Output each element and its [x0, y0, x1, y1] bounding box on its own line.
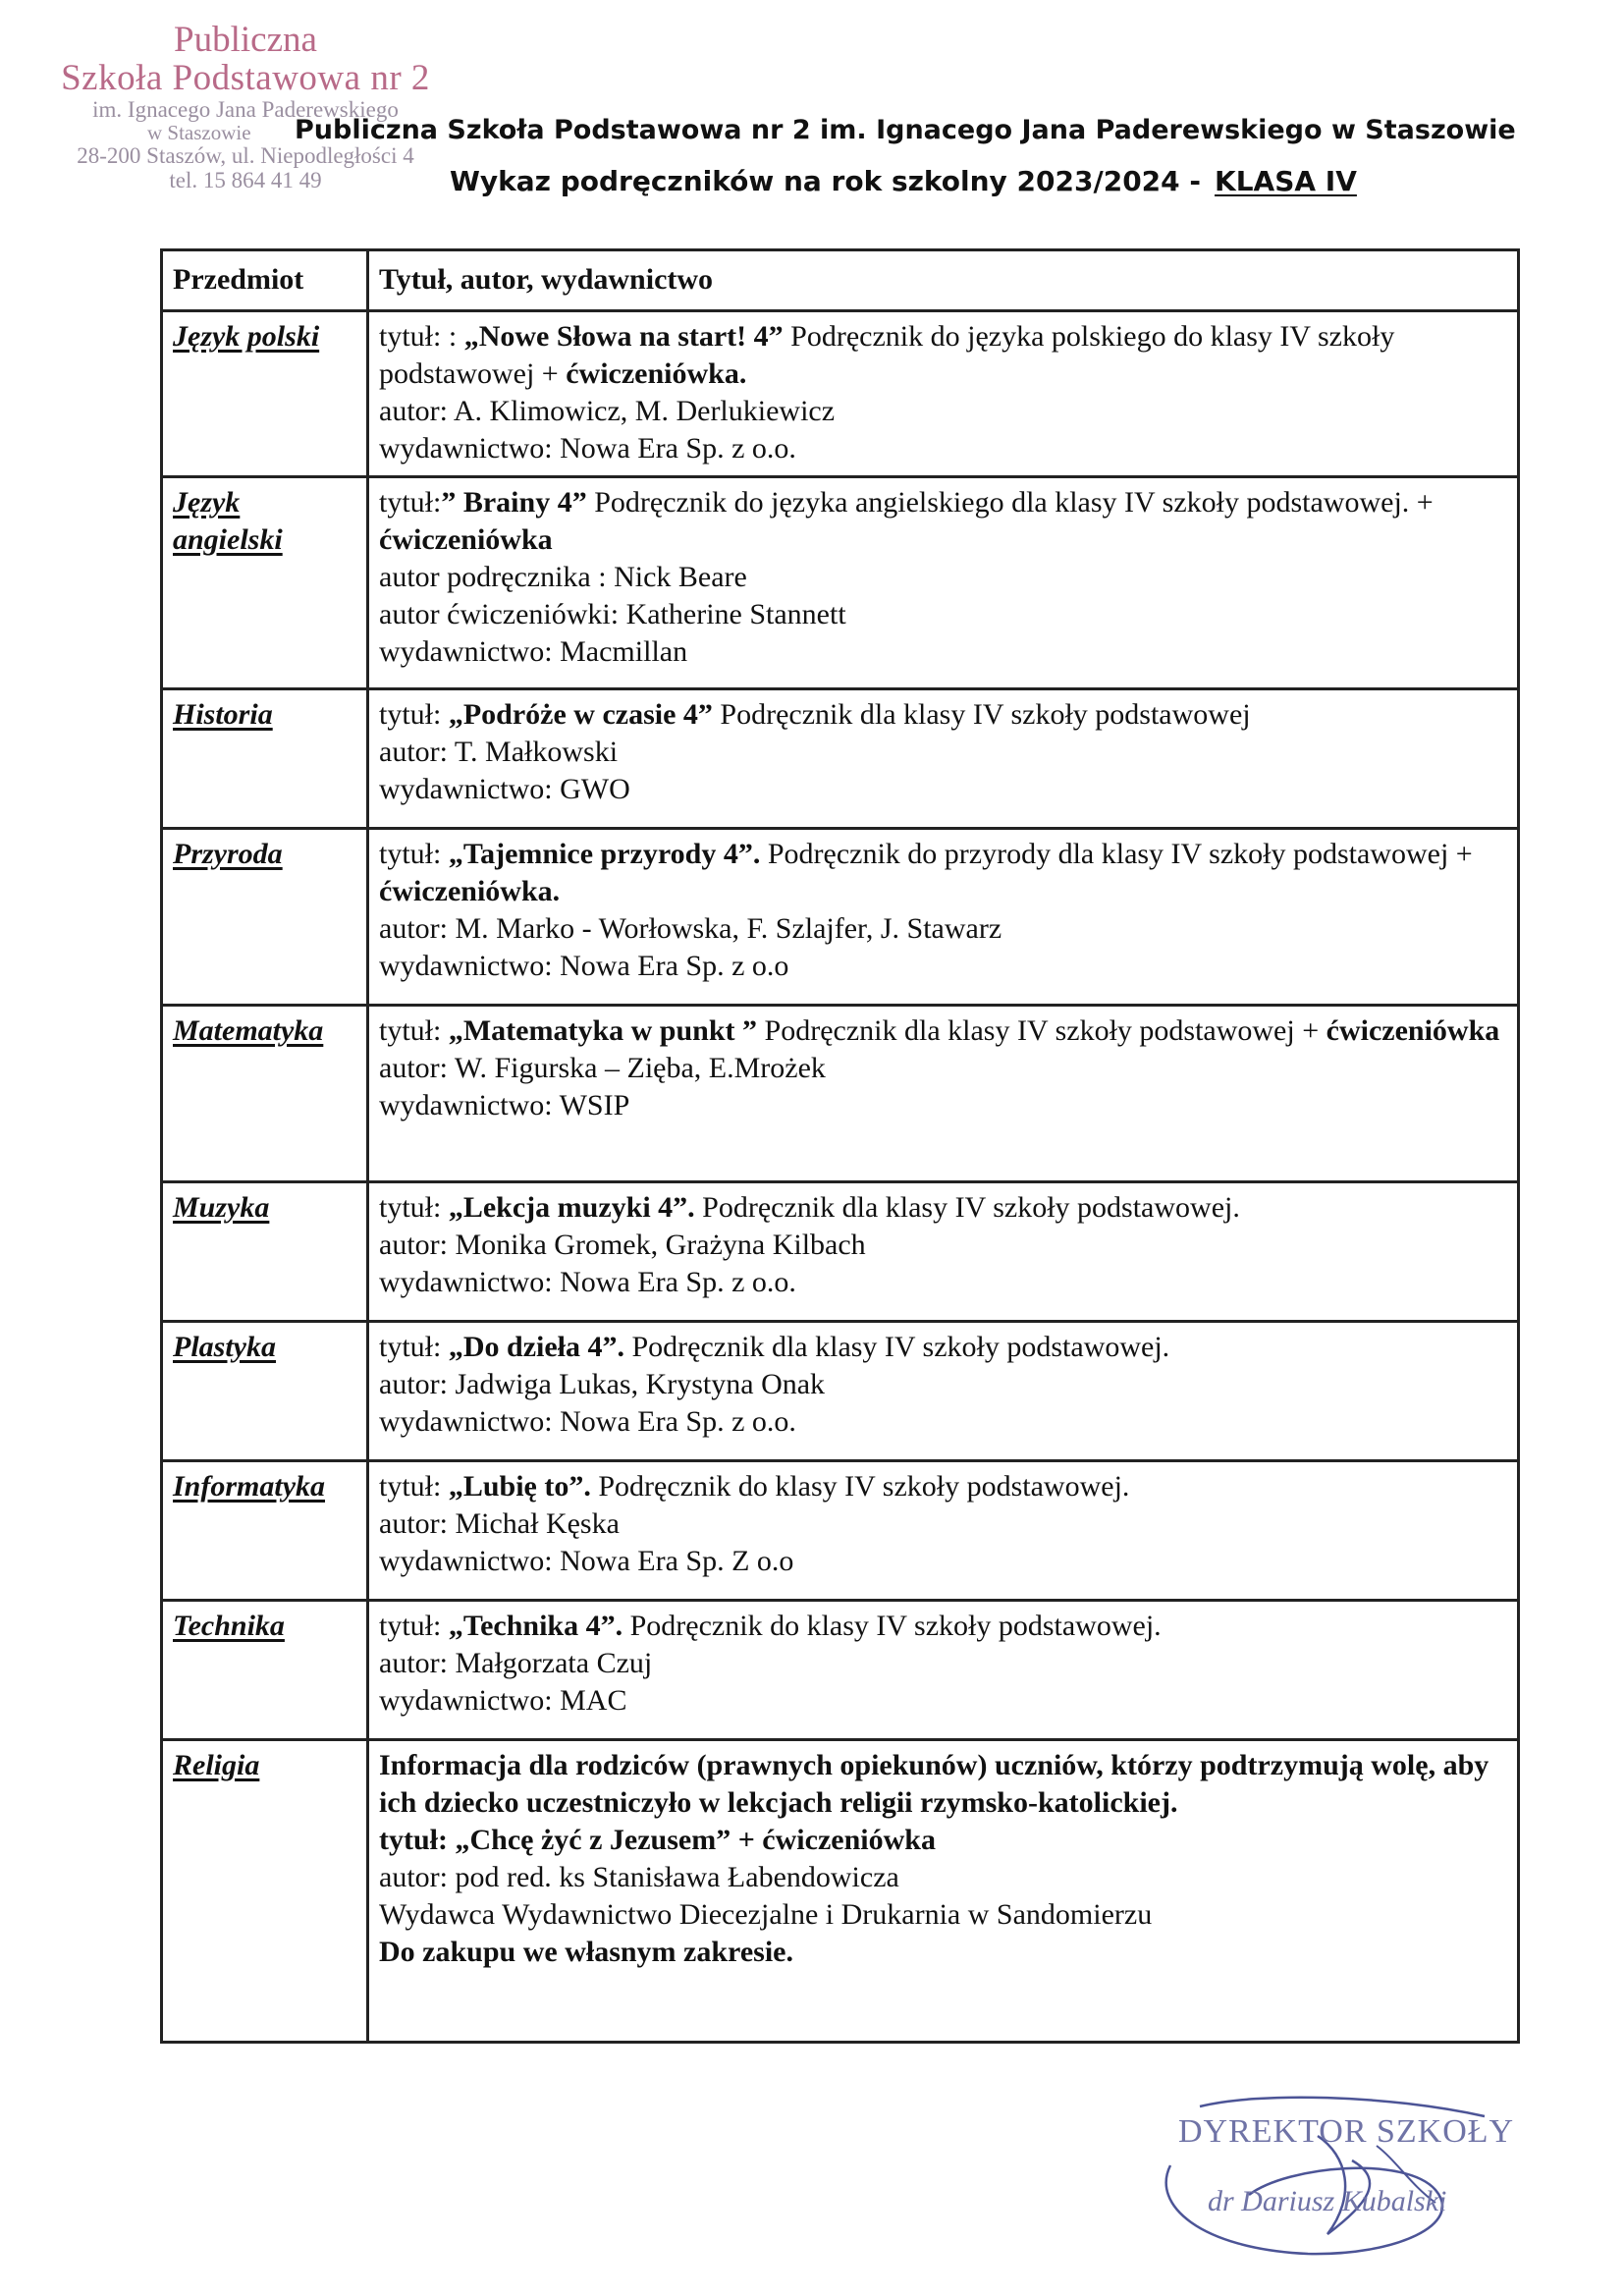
publisher-line: wydawnictwo: WSIP [379, 1089, 630, 1121]
details-cell [368, 477, 1519, 689]
purchase-note: Do zakupu we własnym zakresie. [379, 1936, 793, 1968]
parent-info: Informacja dla rodziców (prawnych opiekunów) uczniów, którzy podtrzymują wolę, aby ich dziecko uczestniczyło w lekcjach religii rzymsko-katolickiej. [379, 1749, 1489, 1819]
subject-cell: Technika [162, 1601, 368, 1740]
stamp-line: w Staszowie [147, 121, 251, 144]
table-row [162, 1461, 1519, 1601]
stamp-line: tel. 15 864 41 49 [169, 168, 322, 192]
table-row [162, 829, 1519, 1006]
title-line: tytuł: „Podróże w czasie 4” Podręcznik dla klasy IV szkoły podstawowej [379, 698, 1251, 731]
subject-cell: Muzyka [162, 1182, 368, 1322]
author-line: autor: T. Małkowski [379, 736, 619, 768]
publisher-line: wydawnictwo: Macmillan [379, 635, 688, 668]
details-cell [368, 1322, 1519, 1461]
stamp-line: Szkoła Podstawowa nr 2 [61, 58, 430, 98]
author-line: autor: Michał Kęska [379, 1507, 620, 1540]
table-row [162, 1322, 1519, 1461]
title-line: tytuł: „Technika 4”. Podręcznik do klasy IV szkoły podstawowej. [379, 1610, 1162, 1642]
document-title [450, 165, 1357, 197]
publisher-line: wydawnictwo: Nowa Era Sp. z o.o. [379, 432, 796, 465]
book-title: „Do dzieła 4”. [448, 1331, 624, 1363]
table-row [162, 1182, 1519, 1322]
details-cell [368, 1601, 1519, 1740]
class-label: KLASA IV [1215, 165, 1357, 197]
table-row-religion [162, 1740, 1519, 2043]
details-cell [368, 1182, 1519, 1322]
list-title: Wykaz podręczników na rok szkolny 2023/2024 - [450, 165, 1202, 197]
subject-cell: Język angielski [162, 477, 368, 689]
author-line: autor: Monika Gromek, Grażyna Kilbach [379, 1229, 866, 1261]
details-cell [368, 311, 1519, 477]
details-cell [368, 689, 1519, 829]
table-row [162, 311, 1519, 477]
publisher-line: wydawnictwo: MAC [379, 1684, 627, 1717]
publisher-line: Wydawca Wydawnictwo Diecezjalne i Drukarnia w Sandomierzu [379, 1898, 1153, 1931]
school-stamp [29, 22, 461, 192]
author-line: autor: M. Marko - Worłowska, F. Szlajfer, J. Stawarz [379, 912, 1002, 945]
book-title: „Podróże w czasie 4” [448, 698, 713, 731]
author-line: autor: A. Klimowicz, M. Derlukiewicz [379, 395, 836, 427]
book-title: „Technika 4”. [448, 1610, 623, 1642]
director-stamp [1141, 2087, 1534, 2264]
book-title: „Matematyka w punkt ” [448, 1014, 758, 1047]
book-title: „Lubię to”. [448, 1470, 591, 1503]
details-cell [368, 1461, 1519, 1601]
stamp-line: im. Ignacego Jana Paderewskiego [92, 97, 399, 122]
publisher-line: wydawnictwo: Nowa Era Sp. z o.o. [379, 1266, 796, 1298]
stamp-role: DYREKTOR SZKOŁY [1178, 2113, 1515, 2150]
details-cell [368, 829, 1519, 1006]
title-line: tytuł: „Chcę żyć z Jezusem” + ćwiczeniówka [379, 1824, 936, 1856]
publisher-line: wydawnictwo: Nowa Era Sp. z o.o [379, 950, 789, 982]
title-line: tytuł: „Tajemnice przyrody 4”. Podręcznik do przyrody dla klasy IV szkoły podstawowej + ćwiczeniówka. [379, 838, 1473, 907]
subject-cell: Matematyka [162, 1006, 368, 1182]
subject-cell: Informatyka [162, 1461, 368, 1601]
book-title: „Lekcja muzyki 4”. [448, 1191, 695, 1224]
subject-cell: Język polski [162, 311, 368, 477]
table-header-row [162, 250, 1519, 311]
book-title: „Nowe Słowa na start! 4” [463, 320, 784, 353]
table-row [162, 477, 1519, 689]
title-line: tytuł: „Do dzieła 4”. Podręcznik dla klasy IV szkoły podstawowej. [379, 1331, 1170, 1363]
title-line: tytuł:” Brainy 4” Podręcznik do języka angielskiego dla klasy IV szkoły podstawowej. + ćwiczeniówka [379, 486, 1434, 556]
details-cell [368, 1740, 1519, 2043]
publisher-line: wydawnictwo: GWO [379, 773, 630, 805]
subject-cell: Religia [162, 1740, 368, 2043]
stamp-line: Publiczna [174, 20, 317, 60]
stamp-line: 28-200 Staszów, ul. Niepodległości 4 [77, 143, 414, 168]
column-header-details: Tytuł, autor, wydawnictwo [368, 250, 1519, 311]
school-name-heading: Publiczna Szkoła Podstawowa nr 2 im. Ignacego Jana Paderewskiego w Staszowie [295, 115, 1516, 145]
publisher-line: wydawnictwo: Nowa Era Sp. Z o.o [379, 1545, 794, 1577]
subject-cell: Przyroda [162, 829, 368, 1006]
publisher-line: wydawnictwo: Nowa Era Sp. z o.o. [379, 1405, 796, 1438]
table-row [162, 1601, 1519, 1740]
title-line: tytuł: „Lekcja muzyki 4”. Podręcznik dla klasy IV szkoły podstawowej. [379, 1191, 1240, 1224]
stamp-name: dr Dariusz Kubalski [1208, 2185, 1447, 2217]
author-line: autor: Małgorzata Czuj [379, 1647, 653, 1679]
author-line: autor: Jadwiga Lukas, Krystyna Onak [379, 1368, 826, 1400]
author-line: autor ćwiczeniówki: Katherine Stannett [379, 598, 846, 630]
author-line: autor podręcznika : Nick Beare [379, 561, 747, 593]
title-line: tytuł: „Lubię to”. Podręcznik do klasy IV szkoły podstawowej. [379, 1470, 1130, 1503]
table-row [162, 689, 1519, 829]
textbook-table [160, 248, 1520, 2044]
column-header-subject: Przedmiot [162, 250, 368, 311]
title-line: tytuł: : „Nowe Słowa na start! 4” Podręcznik do języka polskiego do klasy IV szkoły podstawowej + ćwiczeniówka. [379, 320, 1395, 390]
book-title: „Tajemnice przyrody 4”. [448, 838, 761, 870]
subject-cell: Historia [162, 689, 368, 829]
author-line: autor: pod red. ks Stanisława Łabendowicza [379, 1861, 899, 1893]
details-cell [368, 1006, 1519, 1182]
book-title: ” Brainy 4” [441, 486, 587, 519]
subject-cell: Plastyka [162, 1322, 368, 1461]
table-row [162, 1006, 1519, 1182]
author-line: autor: W. Figurska – Zięba, E.Mrożek [379, 1052, 826, 1084]
title-line: tytuł: „Matematyka w punkt ” Podręcznik dla klasy IV szkoły podstawowej + ćwiczeniówka [379, 1014, 1500, 1047]
